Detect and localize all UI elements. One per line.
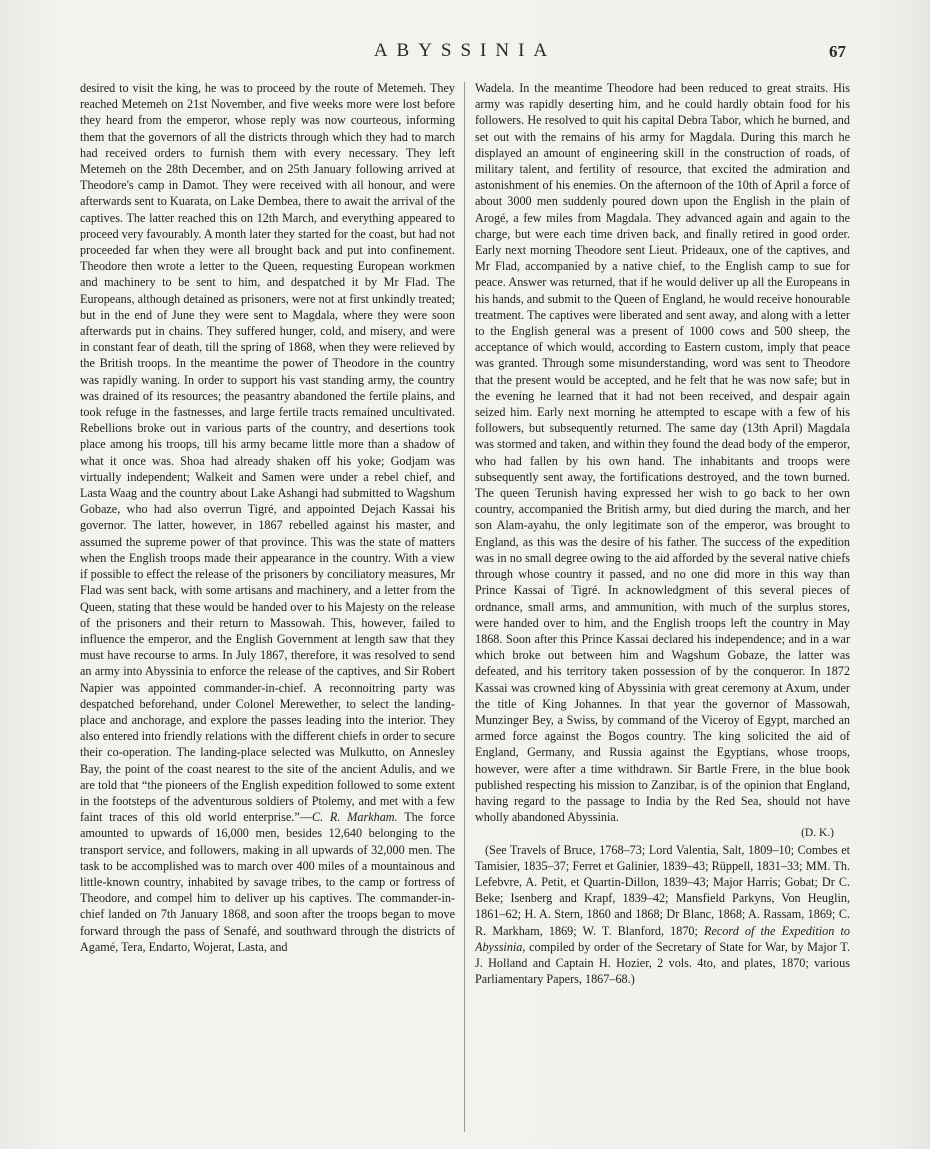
references-paragraph xyxy=(475,842,850,988)
left-column-text-continued: The force amounted to upwards of 16,000 men, besides 12,640 belonging to the transport service, and followers, making in all upwards of 32,000 men. The task to be accomplished was to march over 400 miles of a mountainous and little-known country, inhabited by savage tribes, to the camp or fortress of Theodore, and compel him to deliver up his captives. The commander-in-chief landed on 7th January 1868, and soon after the troops began to move forward through the pass of Senafé, and southward through the districts of Agamé, Tera, Endarto, Wojerat, Lasta, and xyxy=(80,810,455,954)
left-column-text: desired to visit the king, he was to proceed by the route of Metemeh. They reached Metemeh on 21st November, and five weeks more were lost before they heard from the emperor, whose reply was now courteous, informing them that the governors of all the districts through which they had to march had received orders to furnish them with every necessary. They left Metemeh on the 28th December, and on 25th January following arrived at Theodore's camp in Damot. They were received with all honour, and were afterwards sent to Kuarata, on Lake Dembea, there to await the arrival of the captives. The latter reached this on 12th March, and everything appeared to proceed very favourably. A month later they started for the coast, but had not proceeded far when they were all brought back and put into confinement. Theodore then wrote a letter to the Queen, requesting European workmen and machinery to be sent to him, and despatched it by Mr Flad. The Europeans, although detained as prisoners, were not at first unkindly treated; but in the end of June they were sent to Magdala, where they were soon afterwards put in chains. They suffered hunger, cold, and misery, and were in constant fear of death, till the spring of 1868, when they were relieved by the British troops. In the meantime the power of Theodore in the country was rapidly waning. In order to support his vast standing army, the country was drained of its resources; the peasantry abandoned the fertile plains, and took refuge in the fastnesses, and large fertile tracts remained uncultivated. Rebellions broke out in various parts of the country, and desertions took place among his troops, till his army became little more than a shadow of what it once was. Shoa had already shaken off his yoke; Godjam was virtually independent; Walkeit and Samen were under a rebel chief, and Lasta Waag and the country about Lake Ashangi had submitted to Wagshum Gobaze, who had also overrun Tigré, and appointed Dejach Kassai his governor. The latter, however, in 1867 rebelled against his master, and assumed the supreme power of that province. This was the state of matters when the English troops made their appearance in the country. With a view if possible to effect the release of the prisoners by conciliatory measures, Mr Flad was sent back, with some artisans and machinery, and a letter from the Queen, stating that these would be handed over to his Majesty on the release of the prisoners and their return to Massowah. This, however, failed to influence the emperor, and the English Government at length saw that they must have recourse to arms. In July 1867, therefore, it was resolved to send an army into Abyssinia to enforce the release of the captives, and Sir Robert Napier was appointed commander-in-chief. A reconnoitring party was despatched beforehand, under Colonel Merewether, to select the landing-place and anchorage, and explore the passes leading into the interior. They also entered into friendly relations with the different chiefs in order to secure their co-operation. The landing-place selected was Mulkutto, on Annesley Bay, the point of the coast nearest to the site of the ancient Adulis, and we are told that “the pioneers of the English expedition followed to some extent in the footsteps of the adventurous soldiers of Ptolemy, and met with a few faint traces of this old world enterprise.”— xyxy=(80,81,455,825)
references-text-end: compiled by order of the Secretary of State for War, by Major T. J. Holland and Captain H. Hozier, 2 vols. 4to, and plates, 1870; various Parliamentary Papers, 1867–68.) xyxy=(475,939,850,987)
right-column-text: Wadela. In the meantime Theodore had been reduced to great straits. His army was rapidly deserting him, and he could hardly obtain food for his followers. He resolved to quit his capital Debra Tabor, which he burned, and set out with the remains of his army for Magdala. During this march he displayed an amount of engineering skill in the construction of roads, of military talent, and fertility of resource, that excited the admiration and astonishment of his enemies. On the afternoon of the 10th of April a force of about 3000 men suddenly poured down upon the English in the plain of Arogé, a few miles from Magdala. They advanced again and again to the charge, but were each time driven back, and finally retired in good order. Early next morning Theodore sent Lieut. Prideaux, one of the captives, and Mr Flad, accompanied by a native chief, to the English camp to sue for peace. Answer was returned, that if he would deliver up all the Europeans in his hands, and submit to the Queen of England, he would receive honourable treatment. The captives were liberated and sent away, and along with a letter to the English general was a present of 1000 cows and 500 sheep, the acceptance of which would, according to Eastern custom, imply that peace was granted. Through some misunderstanding, word was sent to Theodore that the present would be accepted, and he felt that he was now safe; but in the evening he learned that it had not been received, and despair again seized him. Early next morning he attempted to escape with a few of his followers, but subsequently returned. The same day (13th April) Magdala was stormed and taken, and within they found the dead body of the emperor, who had fallen by his own hand. The inhabitants and troops were subsequently sent away, the fortifications destroyed, and the town burned. The queen Terunish having expressed her wish to go back to her own country, accompanied the British army, but died during the march, and her son Alam-ayahu, the only legitimate son of the emperor, was brought to England, as this was the desire of his father. The success of the expedition was in no small degree owing to the aid afforded by the several native chiefs through whose country it passed, and no one did more in this way than Prince Kassai of Tigré. In acknowledgment of this several pieces of ordnance, small arms, and ammunition, with much of the surplus stores, were handed over to him, and the English troops left the country in May 1868. Soon after this Prince Kassai declared his independence; and in a war which broke out between him and Wagshum Gobaze, the latter was defeated, and his territory taken possession of by the conqueror. In 1872 Kassai was crowned king of Abyssinia with great ceremony at Axum, under the title of King Johannes. In that year the governor of Massowah, Munzinger Bey, a Swiss, by command of the Viceroy of Egypt, marched an armed force against the Bogos country. The king solicited the aid of England, Germany, and Russia against the Egyptians, whose troops, however, were after a time withdrawn. Sir Bartle Frere, in the blue book published respecting his mission to Zanzibar, is of the opinion that England, having regard to the passage to India by the Red Sea, should not have wholly abandoned Abyssinia. xyxy=(475,81,850,825)
column-divider xyxy=(464,82,465,1132)
references-italic-title: Record of the Expedition to Abyssinia, xyxy=(475,923,850,954)
references-text: (See Travels of Bruce, 1768–73; Lord Valentia, Salt, 1809–10; Combes et Tamisier, 1835–37; Ferret et Galinier, 1839–43; Rüppell, 1831–33; MM. Th. Lefebvre, A. Petit, et Quartin-Dillon, 1839–43; Major Harris; Gobat; Dr C. Beke; Isenberg and Krapf, 1839–42; Mansfield Parkyns, Von Heuglin, 1861–62; H. A. Stern, 1860 and 1868; Dr Blanc, 1868; A. Rassam, 1869; C. R. Markham, 1869; W. T. Blanford, 1870; xyxy=(475,842,850,938)
right-column-paragraph xyxy=(475,80,850,825)
right-column xyxy=(475,80,850,1135)
left-column xyxy=(80,80,455,1135)
left-column-paragraph xyxy=(80,80,455,955)
running-title: ABYSSINIA xyxy=(373,40,557,61)
page-number: 67 xyxy=(829,42,846,61)
page-header xyxy=(80,40,850,70)
quote-attribution: C. R. Markham. xyxy=(311,810,398,825)
author-signature: (D. K.) xyxy=(801,827,834,840)
